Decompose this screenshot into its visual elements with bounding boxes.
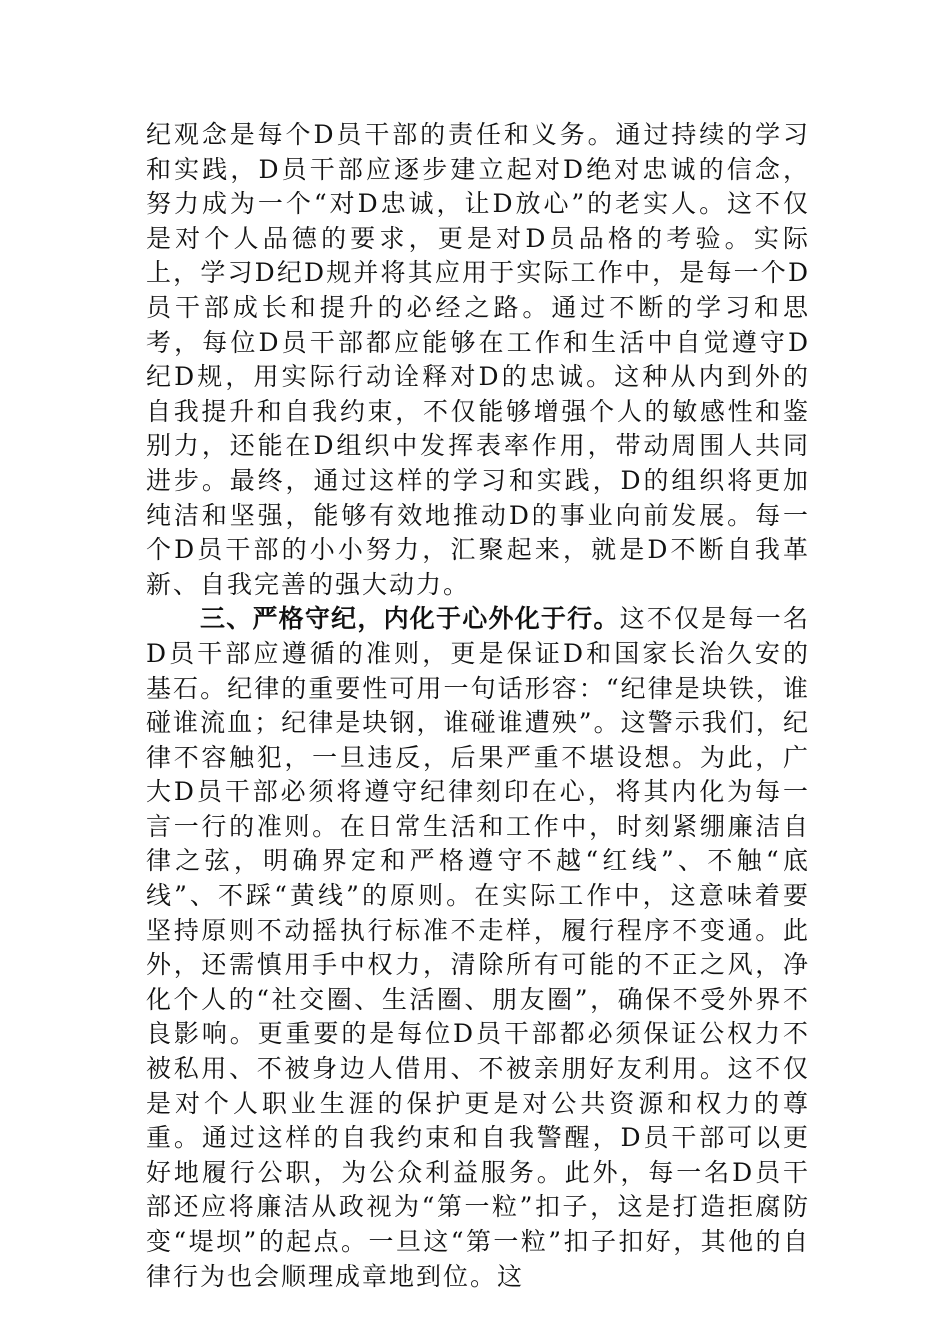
paragraph-section-three (146, 602, 810, 1294)
paragraph-body: 这不仅是每一名D员干部应遵循的准则，更是保证D和国家长治久安的基石。纪律的重要性可用一句话形容：“纪律是块铁，谁碰谁流血；纪律是块钢，谁碰谁遭殃”。这警示我们，纪律不容触犯，一旦违反，后果严重不堪设想。为此，广大D员干部必须将遵守纪律刻印在心，将其内化为每一言一行的准则。在日常生活和工作中，时刻紧绷廉洁自律之弦，明确界定和严格遵守不越“红线”、不触“底线”、不踩“黄线”的原则。在实际工作中，这意味着要坚持原则不动摇执行标准不走样，履行程序不变通。此外，还需慎用手中权力，清除所有可能的不正之风，净化个人的“社交圈、生活圈、朋友圈”，确保不受外界不良影响。更重要的是每位D员干部都必须保证公权力不被私用、不被身边人借用、不被亲朋好友利用。这不仅是对个人职业生涯的保护更是对公共资源和权力的尊重。通过这样的自我约束和自我警醒，D员干部可以更好地履行公职，为公众利益服务。此外，每一名D员干部还应将廉洁从政视为“第一粒”扣子，这是打造拒腐防变“堤坝”的起点。一旦这“第一粒”扣子扣好，其他的自律行为也会顺理成章地到位。这 (146, 604, 810, 1291)
section-heading: 三、严格守纪，内化于心外化于行。 (200, 604, 620, 634)
paragraph-continuation: 纪观念是每个D员干部的责任和义务。通过持续的学习和实践，D员干部应逐步建立起对D绝对忠诚的信念，努力成为一个“对D忠诚，让D放心”的老实人。这不仅是对个人品德的要求，更是对D员品格的考验。实际上，学习D纪D规并将其应用于实际工作中，是每一个D员干部成长和提升的必经之路。通过不断的学习和思考，每位D员干部都应能够在工作和生活中自觉遵守D纪D规，用实际行动诠释对D的忠诚。这种从内到外的自我提升和自我约束，不仅能够增强个人的敏感性和鉴别力，还能在D组织中发挥表率作用，带动周围人共同进步。最终，通过这样的学习和实践，D的组织将更加纯洁和坚强，能够有效地推动D的事业向前发展。每一个D员干部的小小努力，汇聚起来，就是D不断自我革新、自我完善的强大动力。 (146, 120, 810, 599)
document-page (146, 118, 810, 1294)
